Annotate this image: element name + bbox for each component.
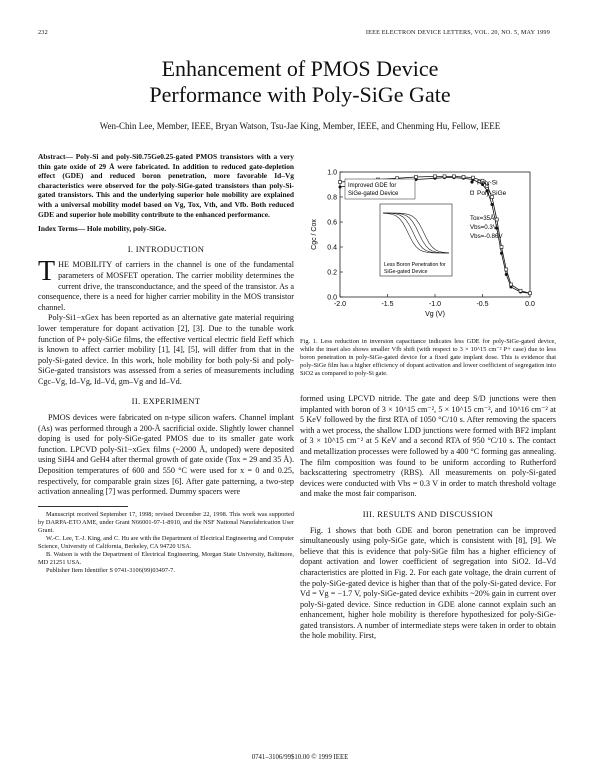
intro-text-1: HE MOBILITY of carriers in the channel is one of the fundamental parameters of MOSFET operation. The carrier mobility determines the current drive, the transconductance, and the speed of the transistor. As a consequence, there is a need for higher carrier mobility in the MOS transistor channel. [38, 260, 294, 312]
section-heading-experiment: II. EXPERIMENT [131, 396, 201, 407]
x-tick-label: -1.5 [381, 301, 394, 308]
data-point-poly-sige [462, 176, 465, 179]
figure-1-caption: Fig. 1. Less reduction in inversion capacitance indicates less GDE for poly-SiGe-gated device, while the inset also shows smaller Vfb shift (with respect to 3 × 10^15 cm⁻² P+ case) due to less boron penetration in poly-SiGe-gated device for a fixed gate implant dose. This is evidence that poly-SiGe film has a higher efficiency of dopant activation and lower coefficient of segregation into SiO2 as compared to poly-Si gate. [300, 338, 557, 378]
legend-marker-poly-si [470, 180, 473, 183]
results-paragraph-1: Fig. 1 shows that both GDE and boron penetration can be improved simultaneously using poly-SiGe gate, which is consistent with [8], [9]. We believe that this is evidence that poly-SiGe film has a higher efficiency of dopant activation and lower coefficient of segregation into SiO2. Id–Vd characteristics are plotted in Fig. 2. For each gate voltage, the drain current of the poly-SiGe-gated device is higher than that of the poly-Si-gated device. For Vd = Vg = −1.7 V, poly-SiGe-gated device exhibits ~20% gain in current over poly-Si-gated device. Since reduction in GDE alone cannot explain such an enhancement, higher hole mobility is therefore hypothesized for poly-SiGe-gated transistors. A number of intermediate steps were taken in order to obtain the hole mobility. First, [300, 525, 556, 641]
gde-annotation-line-2: SiGe-gated Device [348, 191, 399, 197]
x-tick-label: -2.0 [333, 301, 347, 308]
data-point-poly-sige [434, 175, 437, 178]
device-parameter-label: Vbs=0.3V [470, 224, 498, 231]
y-tick-label: 1.0 [327, 169, 337, 177]
data-point-poly-sige [339, 181, 342, 184]
data-point-poly-si [339, 186, 342, 189]
data-point-poly-sige [415, 176, 418, 179]
data-point-poly-sige [529, 292, 532, 295]
legend-label-poly-sige: Poly-SiGe [477, 190, 507, 197]
figure-1-chart [306, 164, 554, 334]
footnote: Manuscript received September 17, 1998; revised December 22, 1998. This work was supported by DARPA-ETO AME, under Grant N66001-97-1-8910, and the NSF National Nanofabrication User Grant. [38, 510, 294, 534]
data-point-poly-sige [453, 175, 456, 178]
footnote: Publisher Item Identifier S 0741-3106(99)03497-7. [46, 566, 175, 574]
index-terms: Index Terms— Hole mobility, poly-SiGe. [38, 224, 167, 234]
x-axis-label: Vg (V) [425, 311, 445, 318]
title-line-1: Enhancement of PMOS Device [161, 56, 439, 81]
x-tick-label: -1.0 [428, 301, 442, 308]
device-parameter-label: Tox=35Å [470, 215, 495, 222]
page-footer: 0741–3106/99$10.00 © 1999 IEEE [251, 754, 349, 761]
right-column [300, 394, 556, 642]
section-heading-introduction: I. INTRODUCTION [127, 243, 205, 254]
gde-annotation-line-1: Improved GDE for [348, 183, 397, 189]
left-column [38, 152, 294, 575]
data-point-poly-sige [443, 175, 446, 178]
footnote-rule [38, 506, 128, 507]
y-axis-label: Cgc / Cox [311, 219, 318, 250]
drop-cap: T [38, 256, 56, 288]
page-number: 232 [38, 29, 48, 36]
footnote: B. Watson is with the Department of Electrical Engineering, Morgan State University, Baltimore, MD 21251 USA. [38, 550, 294, 566]
legend-marker-poly-sige [470, 191, 473, 194]
data-point-poly-sige [495, 218, 498, 221]
data-point-poly-sige [510, 283, 513, 286]
data-point-poly-sige [500, 246, 503, 249]
footnotes [38, 511, 294, 575]
y-tick-label: 0.6 [327, 219, 337, 227]
experiment-paragraph-1: PMOS devices were fabricated on n-type silicon wafers. Channel implant (As) was performed through a 200-Å sacrificial oxide. Slightly lower channel doping is used for poly-SiGe-gated PMOS due to its smaller gate work function. LPCVD poly-Si1−xGex films (~2000 Å, undoped) were deposited using SiH4 and GeH4 after thermal growth of gate oxide (Tox = 29 and 35 Å). Deposition temperatures of 600 and 550 °C were used for x = 0 and 0.25, respectively, for comparable grain sizes [6]. After gate patterning, a two-step activation annealing [7] was performed. Dummy spacers were [38, 413, 294, 497]
device-parameter-label: Vbs=-0.86V [470, 233, 503, 240]
footnote: W.-C. Lee, T.-J. King, and C. Hu are with the Department of Electrical Engineering and Computer Science, University of California, Berkeley, CA 94720 USA. [38, 534, 294, 550]
y-tick-label: 0.8 [327, 194, 337, 202]
journal-header: IEEE ELECTRON DEVICE LETTERS, VOL. 20, NO. 5, MAY 1999 [365, 29, 550, 36]
inset-label-line-2: SiGe-gated Device [384, 269, 428, 275]
experiment-paragraph-2: formed using LPCVD nitride. The gate and deep S/D junctions were then implanted with boron of 3 × 10^15 cm⁻², 5 × 10^15 cm⁻², and 10^16 cm⁻² at 5 KeV followed by the first RTA of 1050 °C/10 s. After removing the spacers with a wet process, the shallow LDD junctions were formed with BF2 implant of 3 × 10^15 cm⁻² at 5 KeV and a second RTA of 950 °C/10 s. The contact and metallization processes were followed by a 400 °C forming gas annealing. The film composition was found to be uniform according to Rutherford backscattering spectrometry (RBS). All measurements on poly-Si-gated devices were conducted with Vbs = 0.3 V in order to match threshold voltage and make the most fair comparison. [300, 394, 556, 499]
abstract: Abstract— Poly-Si and poly-Si0.75Ge0.25-gated PMOS transistors with a very thin gate oxide of 29 Å were fabricated. In addition to reduced gate-depletion effect (GDE) and reduced boron penetration, more favorable Id–Vg characteristics were observed for the poly-SiGe-gated transistors than poly-Si-gated transistors. This and the underlying superior hole mobility are explained with a universal mobility model based on Vg, Tox, Vth, and Vfb. Both reduced GDE and superior hole mobility contribute to the enhanced performance. [38, 152, 294, 219]
section-heading-results: III. RESULTS AND DISCUSSION [362, 508, 494, 519]
data-point-poly-sige [519, 289, 522, 292]
legend-label-poly-si: Poly-Si [477, 179, 498, 187]
paper-title [0, 56, 600, 108]
x-tick-label: -0.5 [476, 301, 489, 308]
data-point-poly-sige [505, 268, 508, 271]
inset-label-line-1: Less Boron Penetration for [384, 262, 446, 268]
x-tick-label: 0.0 [525, 301, 535, 308]
title-line-2: Performance with Poly-SiGe Gate [149, 82, 451, 107]
y-tick-label: 0.0 [327, 294, 337, 302]
author-list: Wen-Chin Lee, Member, IEEE, Bryan Watson, Tsu-Jae King, Member, IEEE, and Chenming Hu, Fellow, IEEE [99, 121, 501, 131]
y-tick-label: 0.4 [327, 244, 337, 252]
data-point-poly-sige [472, 176, 475, 179]
intro-paragraph-2: Poly-Si1−xGex has been reported as an alternative gate material requiring lower temperature for dopant activation [2], [3]. Due to the tunable work function of P+ poly-SiGe films, the effective vertical electric field Eeff which is known to affect carrier mobility [1], [4], [5], will differ from that in the poly-Si-gated device. In this work, hole mobility for both poly-Si and poly-SiGe-gated transistors was assessed from a series of measurements including Cgc–Vg, Id–Vg, Id–Vd, gm–Vg and Id–Vd. [38, 313, 294, 386]
intro-paragraph-1 [38, 256, 294, 313]
y-tick-label: 0.2 [327, 269, 337, 277]
